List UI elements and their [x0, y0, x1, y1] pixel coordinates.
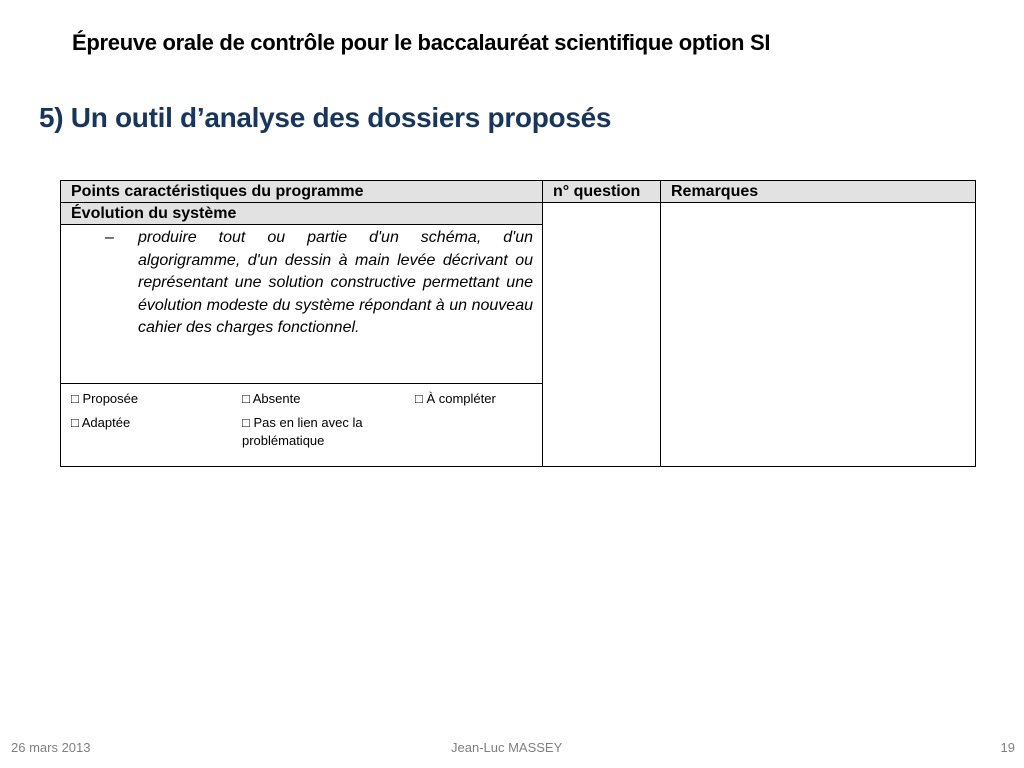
checkbox-adaptee[interactable]: □ Adaptée — [71, 415, 131, 430]
item-bullet: – — [105, 229, 114, 246]
section-title: Évolution du système — [61, 203, 543, 225]
slide-title: 5) Un outil d’analyse des dossiers proposés — [39, 102, 612, 133]
section-row — [61, 203, 976, 225]
choices-cell — [61, 384, 543, 467]
question-number-cell[interactable] — [543, 203, 661, 467]
checkbox-a-completer[interactable]: □ À compléter — [415, 391, 496, 406]
remarks-cell[interactable] — [661, 203, 976, 467]
footer-date: 26 mars 2013 — [11, 740, 91, 755]
table-header-row — [61, 181, 976, 203]
checkbox-absente[interactable]: □ Absente — [242, 391, 301, 406]
checkbox-proposee[interactable]: □ Proposée — [71, 391, 139, 406]
presentation-header-title: Épreuve orale de contrôle pour le baccalauréat scientifique option SI — [72, 30, 771, 55]
item-cell — [61, 225, 543, 384]
column-header-question-number: n° question — [543, 181, 661, 203]
column-header-program-points: Points caractéristiques du programme — [61, 181, 543, 203]
analysis-table — [60, 180, 976, 467]
footer-page-number: 19 — [1000, 740, 1015, 755]
checkbox-pas-en-lien[interactable]: □ Pas en lien avec la problématique — [242, 415, 363, 448]
footer-author: Jean-Luc MASSEY — [451, 740, 563, 755]
item-text: produire tout ou partie d'un schéma, d'un algorigramme, d'un dessin à main levée décrivant ou représentant une solution constructive permettant une évolution modeste du système répondant à un nouveau cahier des charges fonctionnel. — [138, 229, 533, 336]
column-header-remarks: Remarques — [661, 181, 976, 203]
